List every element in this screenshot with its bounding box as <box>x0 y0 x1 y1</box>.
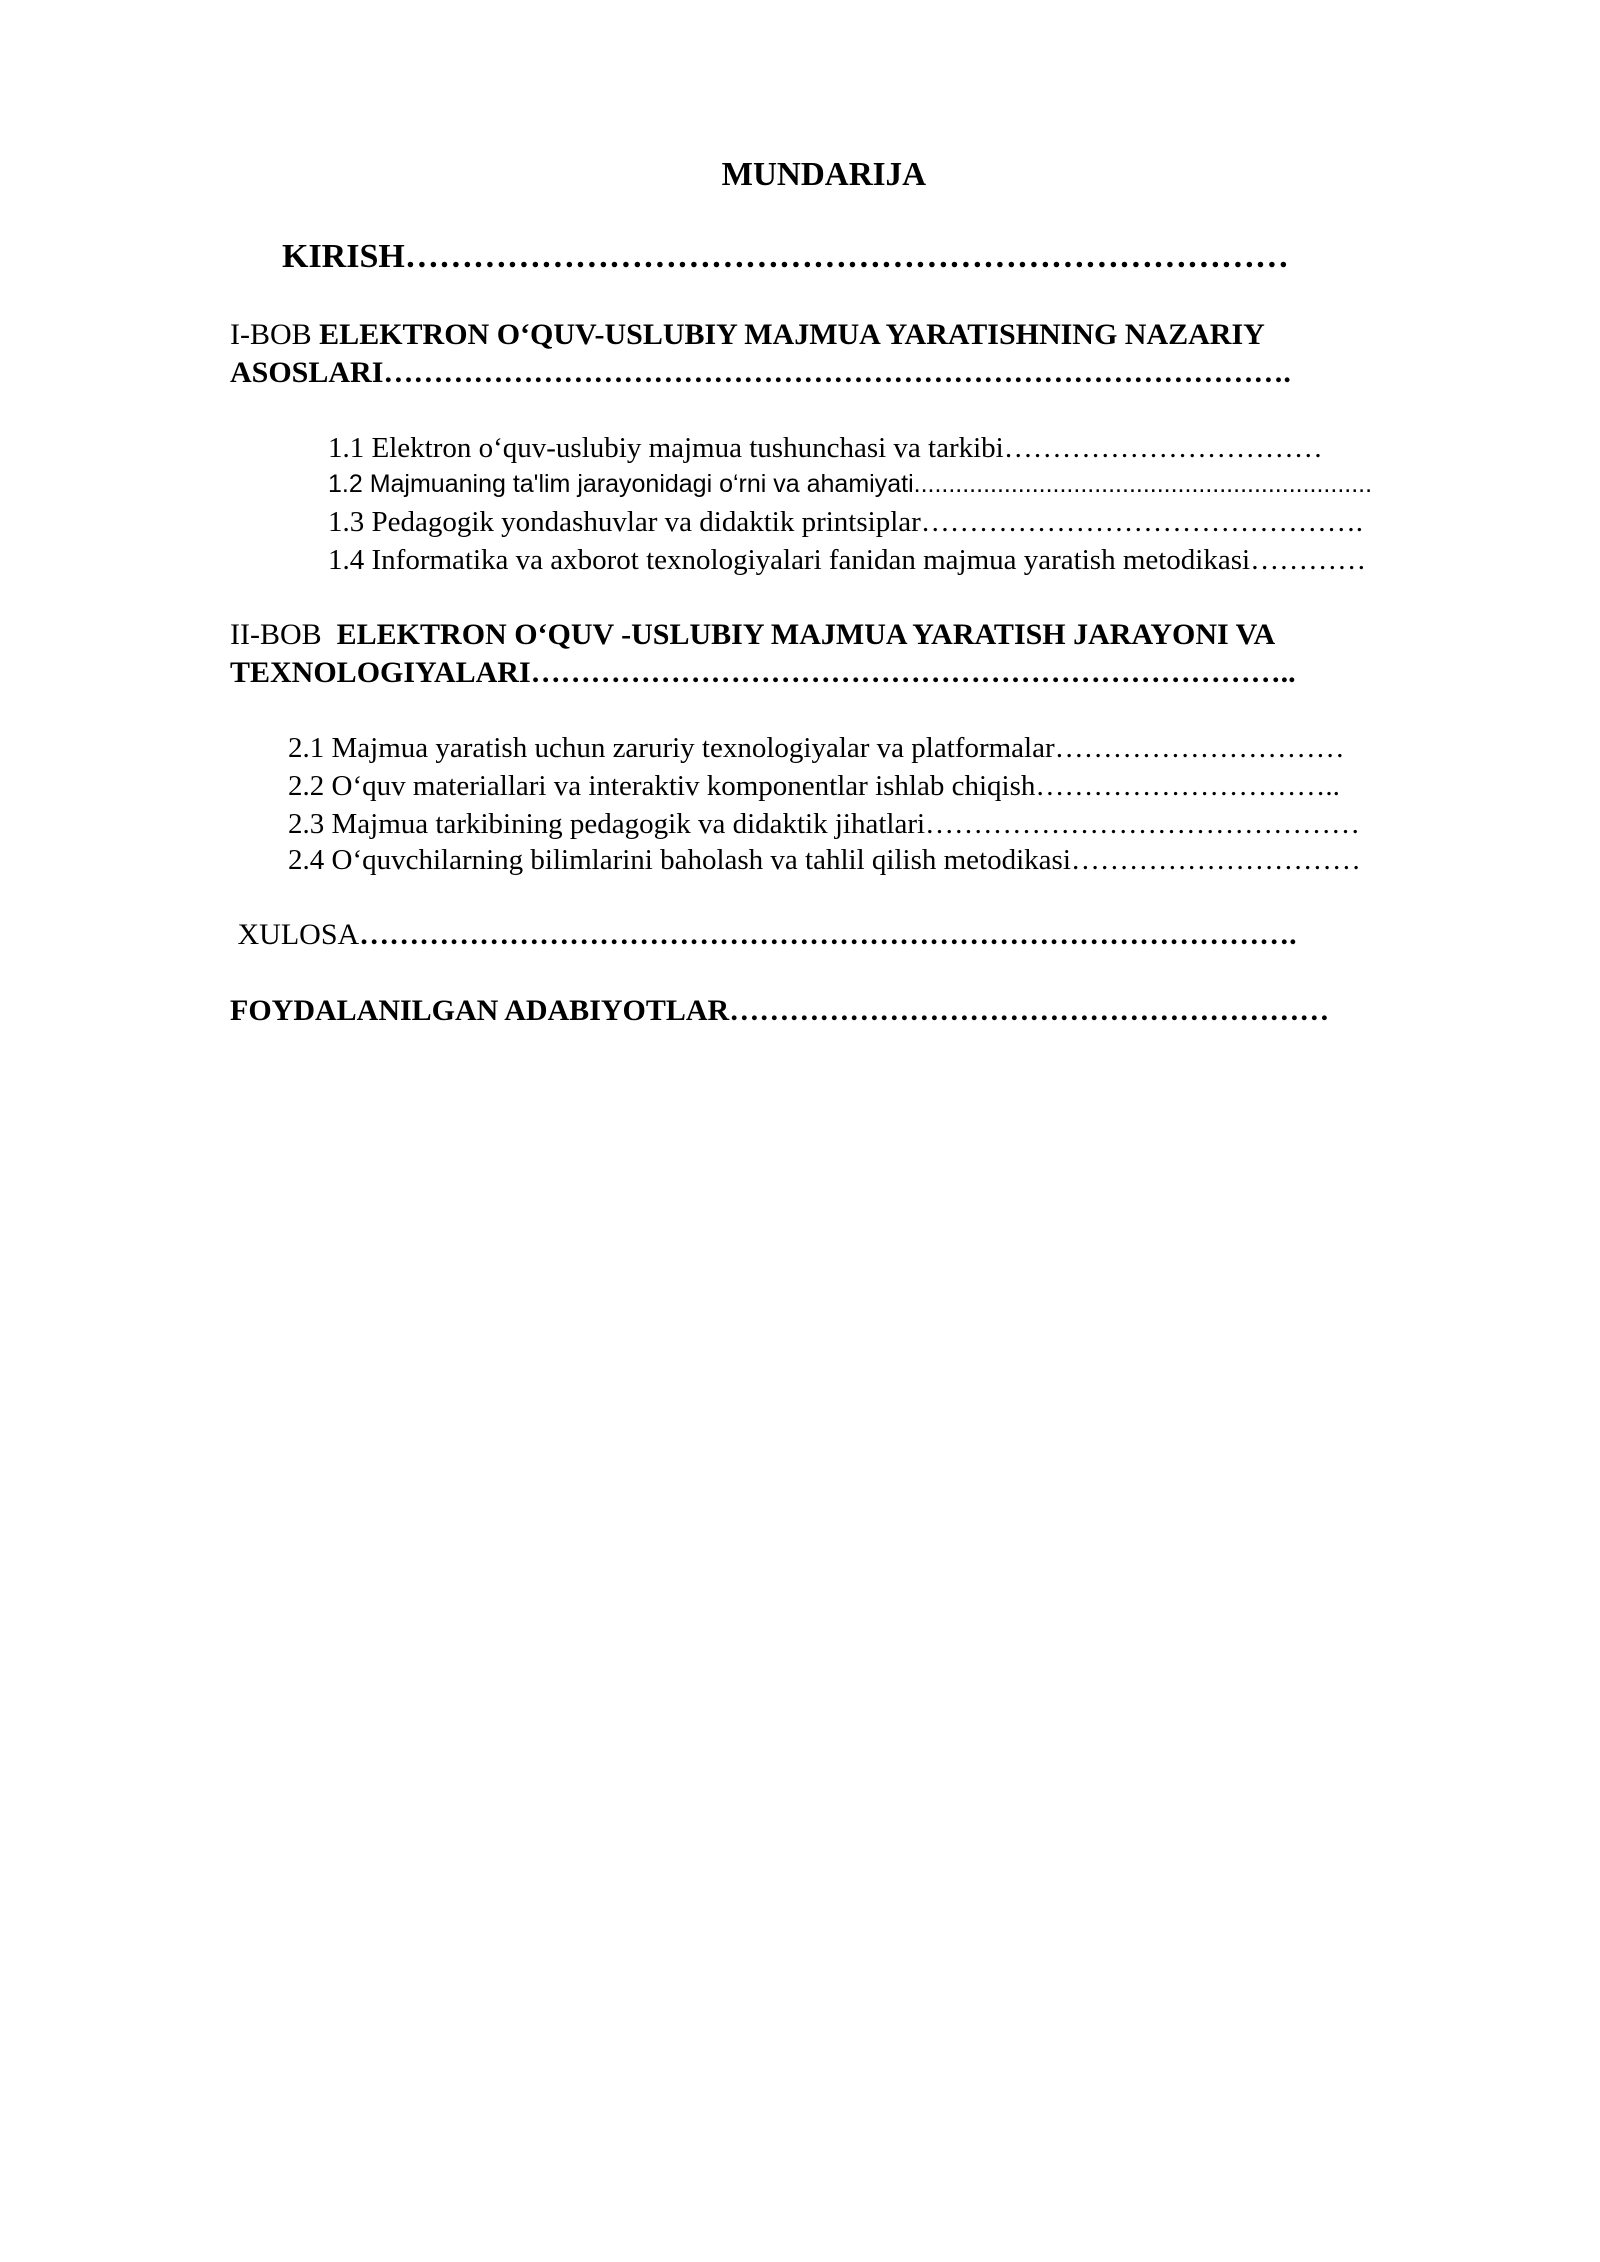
conclusion-label: XULOSA <box>230 918 360 951</box>
toc-item-1-4: 1.4 Informatika va axborot texnologiyalari fanidan majmua yaratish metodikasi………… <box>328 544 1367 576</box>
toc-item-2-3: 2.3 Majmua tarkibining pedagogik va didaktik jihatlari……………………………………… <box>288 808 1361 840</box>
chapter-1-title: ELEKTRON O‘QUV-USLUBIY MAJMUA YARATISHNING NAZARIY <box>319 318 1265 351</box>
toc-entry-references: FOYDALANILGAN ADABIYOTLAR…………………………………………………… <box>230 994 1330 1027</box>
toc-item-1-2: 1.2 Majmuaning ta'lim jarayonidagi o‘rni va ahamiyati.................................................................. <box>328 470 1373 498</box>
toc-item-1-3: 1.3 Pedagogik yondashuvlar va didaktik printsiplar………………………………………. <box>328 506 1364 538</box>
page-title: MUNDARIJA <box>721 156 927 193</box>
toc-item-2-1: 2.1 Majmua yaratish uchun zaruriy texnologiyalar va platformalar………………………… <box>288 732 1345 764</box>
toc-item-1-1: 1.1 Elektron o‘quv-uslubiy majmua tushunchasi va tarkibi…………………………… <box>328 432 1323 464</box>
chapter-2-prefix: II-BOB <box>230 618 337 651</box>
toc-item-2-4: 2.4 O‘quvchilarning bilimlarini baholash va tahlil qilish metodikasi………………………… <box>288 844 1361 876</box>
toc-chapter-1-heading-cont: ASOSLARI………………………………………………………………………………. <box>230 356 1291 389</box>
conclusion-dots: …………………………………………………………………………………. <box>359 918 1297 951</box>
toc-chapter-2-heading-cont: TEXNOLOGIYALARI………………………………………………………………….. <box>230 656 1296 689</box>
toc-entry-conclusion <box>230 920 1297 950</box>
toc-entry-intro: KIRISH…………………………………………………………………… <box>282 238 1289 275</box>
toc-chapter-2-heading <box>230 620 1275 650</box>
chapter-1-prefix: I-BOB <box>230 318 320 351</box>
chapter-2-title: ELEKTRON O‘QUV -USLUBIY MAJMUA YARATISH JARAYONI VA <box>336 618 1276 651</box>
toc-chapter-1-heading <box>230 320 1265 350</box>
toc-item-2-2: 2.2 O‘quv materiallari va interaktiv komponentlar ishlab chiqish………………………….. <box>288 770 1340 802</box>
